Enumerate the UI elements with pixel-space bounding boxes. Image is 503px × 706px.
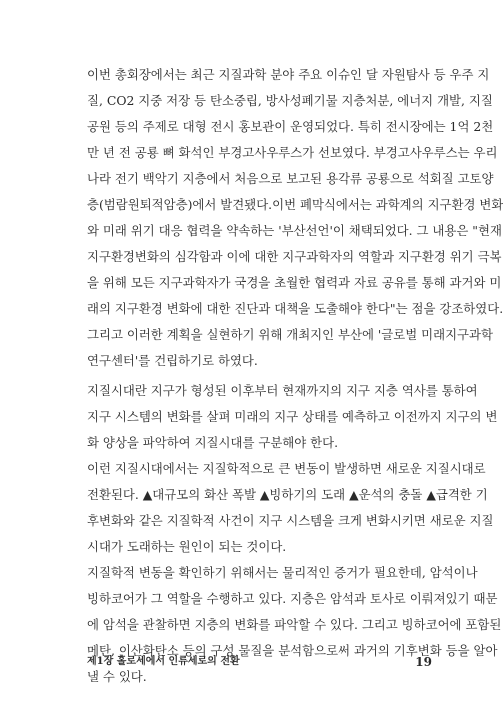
text-line: 이번 총회장에서는 최근 지질과학 분야 주요 이슈인 달 자원탐사 등 우주 지 — [87, 67, 490, 82]
text-line: 지질학적 변동을 확인하기 위해서는 물리적인 증거가 필요한데, 암석이나 — [87, 565, 478, 580]
text-line: 낼 수 있다. — [87, 669, 147, 684]
text-line: 층(범람원퇴적암층)에서 발견됐다.이번 폐막식에서는 과학계의 지구환경 변화 — [87, 197, 503, 212]
page-number: 19 — [415, 655, 432, 669]
text-line: 빙하코어가 그 역할을 수행하고 있다. 지층은 암석과 토사로 이뤄져있기 때문 — [87, 591, 498, 606]
text-line: 그리고 이러한 계획을 실현하기 위해 개최지인 부산에 '글로벌 미래지구과학 — [87, 327, 493, 342]
text-line: 을 위해 모든 지구과학자가 국경을 초월한 협력과 자료 공유를 통해 과거와 미 — [87, 275, 502, 290]
text-line: 메탄, 이산화탄소 등의 구성 물질을 분석함으로써 과거의 기후변화 등을 알아 — [87, 643, 498, 658]
text-line: 지구환경변화의 심각함과 이에 대한 지구과학자의 역할과 지구환경 위기 극복 — [87, 249, 502, 264]
text-line: 나라 전기 백악기 지층에서 처음으로 보고된 용각류 공룡으로 석회질 고토양 — [87, 171, 494, 186]
paragraph-world-geoscience-congress — [87, 62, 503, 374]
text-line: 지질시대란 지구가 형성된 이후부터 현재까지의 지구 지층 역사를 통하여 — [87, 383, 478, 398]
text-line: 지구 시스템의 변화를 살펴 미래의 지구 상태를 예측하고 이전까지 지구의 변 — [87, 409, 498, 424]
page-footer — [87, 652, 432, 672]
text-line: 연구센터'를 건립하기로 하였다. — [87, 353, 258, 368]
text-line: 전환된다. ▲대규모의 화산 폭발 ▲빙하기의 도래 ▲운석의 충돌 ▲급격한 기 — [87, 487, 488, 502]
text-line: 공원 등의 주제로 대형 전시 홍보관이 운영되었다. 특히 전시장에는 1억 2천 — [87, 119, 494, 134]
text-line: 화 양상을 파악하여 지질시대를 구분해야 한다. — [87, 435, 339, 450]
text-line: 시대가 도래하는 원인이 되는 것이다. — [87, 539, 287, 554]
text-line: 질, CO2 지중 저장 등 탄소중립, 방사성폐기물 지층처분, 에너지 개발, 지질 — [87, 93, 493, 108]
text-line: 와 미래 위기 대응 협력을 약속하는 '부산선언'이 채택되었다. 그 내용은 "현재 — [87, 223, 502, 238]
text-line: 래의 지구환경 변화에 대한 진단과 대책을 도출해야 한다"는 점을 강조하였다. — [87, 301, 503, 316]
text-line: 이런 지질시대에서는 지질학적으로 큰 변동이 발생하면 새로운 지질시대로 — [87, 461, 486, 476]
chapter-running-title: 제1장 홀로세에서 인류세로의 전환 — [87, 656, 240, 667]
paragraph-geologic-time-definition — [87, 378, 498, 456]
text-line: 후변화와 같은 지질학적 사건이 지구 시스템을 크게 변화시키면 새로운 지질 — [87, 513, 494, 528]
text-line: 만 년 전 공룡 뼈 화석인 부경고사우루스가 선보였다. 부경고사우루스는 우리 — [87, 145, 498, 160]
paragraph-geologic-transition — [87, 456, 494, 560]
text-line: 에 암석을 관찰하면 지층의 변화를 파악할 수 있다. 그리고 빙하코어에 포함된 — [87, 617, 502, 632]
